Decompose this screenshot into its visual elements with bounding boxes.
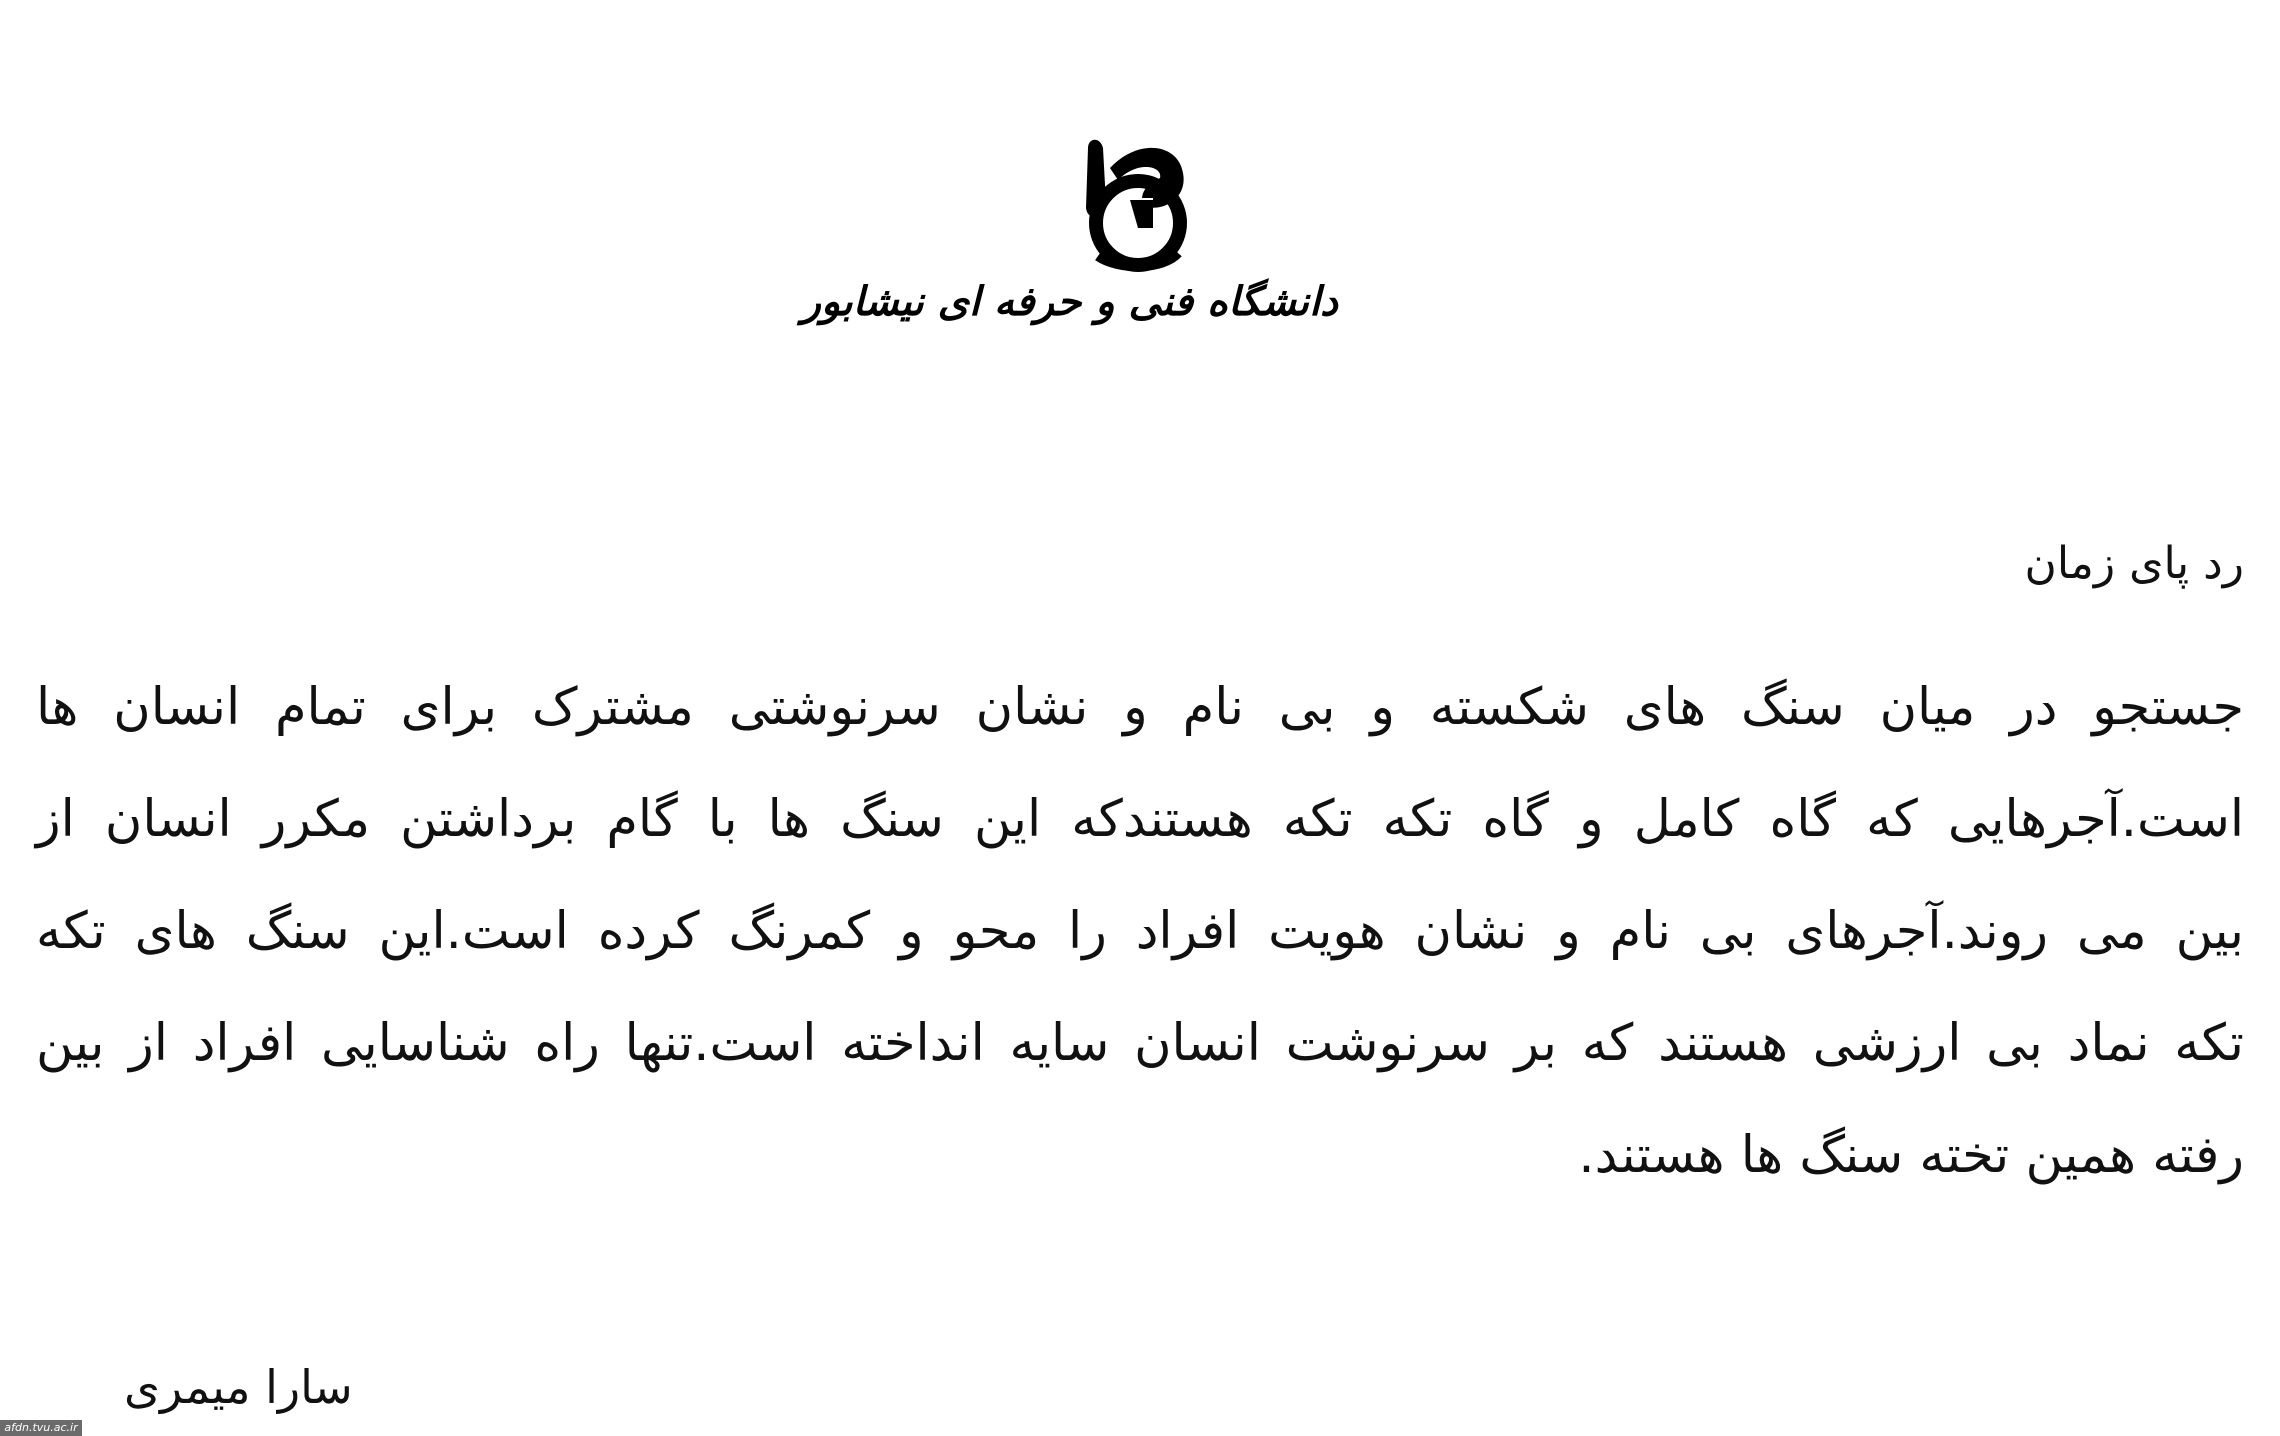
author-name: سارا میمری bbox=[124, 1360, 353, 1414]
university-name: دانشگاه فنی و حرفه ای نیشابور bbox=[801, 278, 1338, 325]
document-title: رد پای زمان bbox=[2024, 538, 2244, 589]
site-watermark: afdn.tvu.ac.ir bbox=[0, 1420, 82, 1436]
paragraph-line: جستجو در میان سنگ های شکسته و بی نام و نشان سرنوشتی مشترک برای تمام انسان ها bbox=[36, 678, 2244, 737]
paragraph-line: رفته همین تخته سنگ ها هستند. bbox=[1578, 1126, 2244, 1185]
university-logo bbox=[801, 128, 1338, 378]
paragraph-line: تکه نماد بی ارزشی هستند که بر سرنوشت انسان سایه انداخته است.تنها راه شناسایی افراد از بین bbox=[36, 1014, 2244, 1073]
paragraph-line: است.آجرهایی که گاه کامل و گاه تکه تکه هستندکه این سنگ ها با گام برداشتن مکرر انسان از bbox=[36, 790, 2244, 849]
university-monogram-icon bbox=[801, 128, 1338, 378]
paragraph-line: بین می روند.آجرهای بی نام و نشان هویت افراد را محو و کمرنگ کرده است.این سنگ های تکه bbox=[36, 902, 2244, 961]
body-paragraph bbox=[36, 652, 2244, 1212]
